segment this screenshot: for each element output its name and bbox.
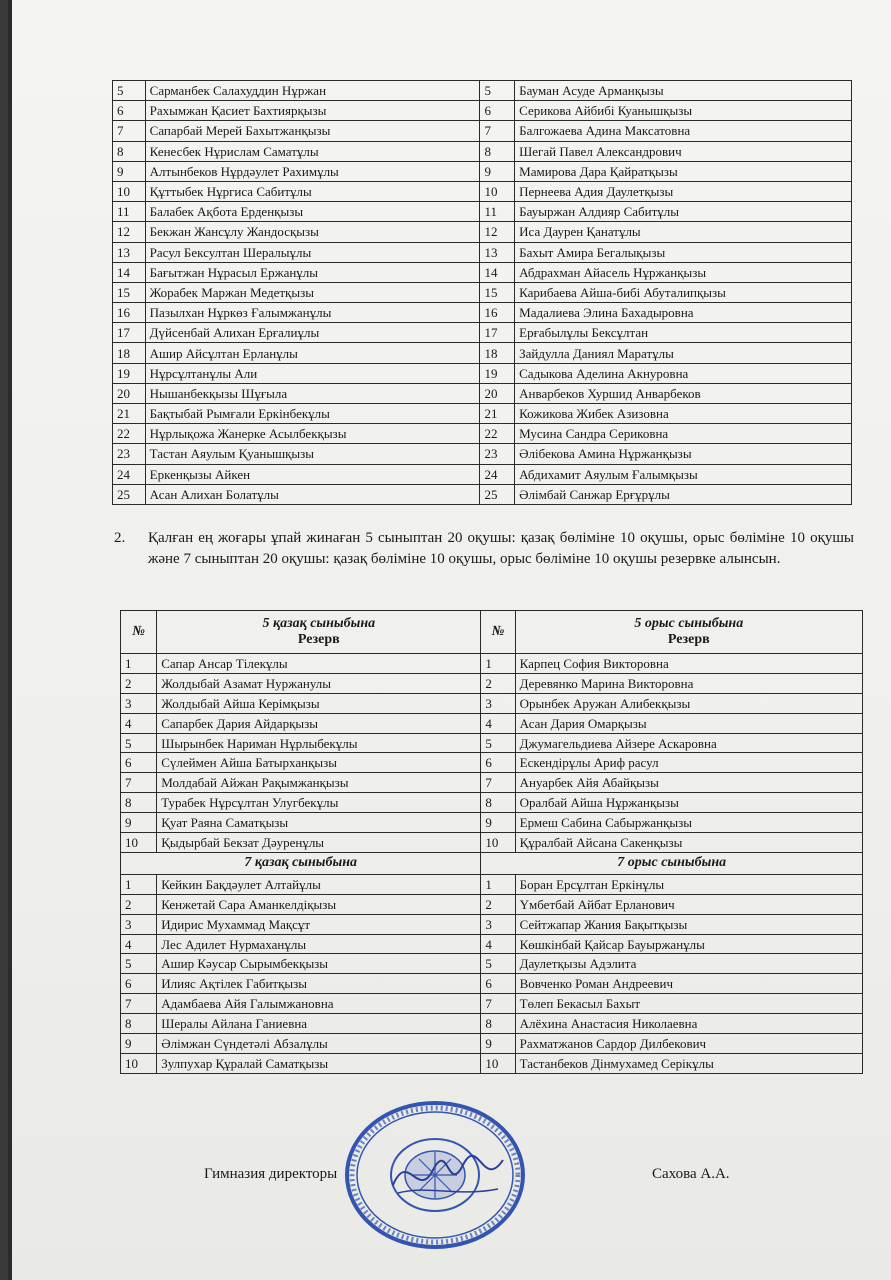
- student-name-left: Әлімжан Сүндетәлі Абзалұлы: [157, 1034, 481, 1054]
- table-row: [121, 974, 863, 994]
- row-number-right: 18: [480, 343, 515, 363]
- row-number-right: 5: [481, 733, 515, 753]
- header-number-left: №: [121, 611, 157, 654]
- row-number-right: 2: [481, 894, 515, 914]
- student-name-left: Дүйсенбай Алихан Ерғалиұлы: [145, 323, 480, 343]
- student-name-right: Зайдулла Даниял Маратұлы: [515, 343, 852, 363]
- student-name-left: Идирис Мухаммад Мақсұт: [157, 914, 481, 934]
- student-name-right: Ермеш Сабина Сабыржанқызы: [515, 813, 862, 833]
- row-number-left: 13: [113, 242, 146, 262]
- header-kazakh-5-title: 5 қазақ сыныбына: [262, 616, 376, 631]
- table-row: [121, 1014, 863, 1034]
- student-name-left: Бекжан Жансұлу Жандосқызы: [145, 222, 480, 242]
- row-number-right: 7: [481, 773, 515, 793]
- student-name-left: Еркенқызы Айкен: [145, 464, 480, 484]
- row-number-right: 4: [481, 934, 515, 954]
- student-name-left: Кейкин Бақдәулет Алтайұлы: [157, 874, 481, 894]
- row-number-left: 1: [121, 654, 157, 674]
- row-number-left: 8: [113, 141, 146, 161]
- row-number-right: 23: [480, 444, 515, 464]
- row-number-right: 21: [480, 404, 515, 424]
- row-number-left: 3: [121, 914, 157, 934]
- table-row: [121, 934, 863, 954]
- student-name-left: Сапарбай Мерей Бахытжанқызы: [145, 121, 480, 141]
- table-row: [121, 954, 863, 974]
- row-number-right: 22: [480, 424, 515, 444]
- student-name-right: Шегай Павел Александрович: [515, 141, 852, 161]
- student-name-right: Төлеп Бекасыл Бахыт: [515, 994, 862, 1014]
- table-row: [113, 141, 852, 161]
- student-name-right: Карибаева Айша-бибі Абуталипқызы: [515, 282, 852, 302]
- row-number-left: 22: [113, 424, 146, 444]
- header-kazakh-7: 7 қазақ сыныбына: [121, 852, 481, 874]
- row-number-left: 23: [113, 444, 146, 464]
- row-number-left: 4: [121, 934, 157, 954]
- student-name-right: Балгожаева Адина Максатовна: [515, 121, 852, 141]
- row-number-right: 3: [481, 914, 515, 934]
- student-name-left: Нұрсұлтанұлы Али: [145, 363, 480, 383]
- director-signature: [388, 1145, 508, 1205]
- table-row: [113, 484, 852, 504]
- row-number-left: 6: [121, 974, 157, 994]
- row-number-right: 8: [480, 141, 515, 161]
- row-number-left: 12: [113, 222, 146, 242]
- student-name-right: Бауман Асуде Арманқызы: [515, 81, 852, 101]
- student-name-right: Құралбай Айсана Сакенқызы: [515, 833, 862, 853]
- reserve-header-row: [121, 611, 863, 654]
- reserve-body: [121, 611, 863, 654]
- document-page: [8, 0, 891, 1280]
- student-name-left: Лес Адилет Нурмаханұлы: [157, 934, 481, 954]
- row-number-right: 15: [480, 282, 515, 302]
- student-name-right: Джумагельдиева Айзере Аскаровна: [515, 733, 862, 753]
- row-number-left: 6: [113, 101, 146, 121]
- student-name-right: Орынбек Аружан Алибекқызы: [515, 693, 862, 713]
- row-number-left: 16: [113, 303, 146, 323]
- student-name-left: Илияс Ақтілек Габитқызы: [157, 974, 481, 994]
- row-number-right: 10: [480, 181, 515, 201]
- reserve-subheader: [121, 852, 863, 874]
- header-russian-7: 7 орыс сыныбына: [481, 852, 863, 874]
- student-name-left: Зулпухар Құралай Саматқызы: [157, 1053, 481, 1073]
- student-name-right: Деревянко Марина Викторовна: [515, 673, 862, 693]
- student-name-left: Турабек Нұрсұлтан Улугбекұлы: [157, 793, 481, 813]
- row-number-right: 3: [481, 693, 515, 713]
- row-number-left: 7: [121, 773, 157, 793]
- student-name-right: Вовченко Роман Андреевич: [515, 974, 862, 994]
- row-number-left: 7: [121, 994, 157, 1014]
- header-number-right: №: [481, 611, 515, 654]
- row-number-left: 9: [113, 161, 146, 181]
- row-number-right: 6: [481, 974, 515, 994]
- row-number-right: 7: [481, 994, 515, 1014]
- table-row: [113, 121, 852, 141]
- table-row: [113, 242, 852, 262]
- table-row: [121, 914, 863, 934]
- table-row: [121, 673, 863, 693]
- header-russian-5: [515, 611, 862, 654]
- student-name-left: Адамбаева Айя Галымжановна: [157, 994, 481, 1014]
- row-number-left: 3: [121, 693, 157, 713]
- row-number-right: 7: [480, 121, 515, 141]
- table-row: [113, 222, 852, 242]
- table-row: [113, 424, 852, 444]
- student-name-right: Оралбай Айша Нұржанқызы: [515, 793, 862, 813]
- row-number-left: 6: [121, 753, 157, 773]
- student-name-right: Карпец София Викторовна: [515, 654, 862, 674]
- student-name-right: Рахматжанов Сардор Дилбекович: [515, 1034, 862, 1054]
- student-name-left: Қуат Раяна Саматқызы: [157, 813, 481, 833]
- row-number-right: 5: [481, 954, 515, 974]
- row-number-right: 1: [481, 874, 515, 894]
- row-number-right: 12: [480, 222, 515, 242]
- row-number-left: 5: [121, 733, 157, 753]
- row-number-left: 10: [121, 833, 157, 853]
- row-number-right: 11: [480, 202, 515, 222]
- reserve-grade5-rows: [121, 654, 863, 853]
- student-name-right: Бауыржан Алдияр Сабитұлы: [515, 202, 852, 222]
- student-name-left: Кенжетай Сара Аманкелдіқызы: [157, 894, 481, 914]
- table-row: [121, 833, 863, 853]
- student-name-left: Сапарбек Дария Айдарқызы: [157, 713, 481, 733]
- table-row: [113, 81, 852, 101]
- row-number-left: 14: [113, 262, 146, 282]
- student-name-right: Боран Ерсұлтан Еркінұлы: [515, 874, 862, 894]
- student-name-left: Шырынбек Нариман Нұрлыбекұлы: [157, 733, 481, 753]
- student-name-left: Сапар Ансар Тілекұлы: [157, 654, 481, 674]
- table-row: [121, 994, 863, 1014]
- student-name-right: Сейтжапар Жания Бақытқызы: [515, 914, 862, 934]
- row-number-right: 14: [480, 262, 515, 282]
- student-name-left: Алтынбеков Нұрдәулет Рахимұлы: [145, 161, 480, 181]
- student-name-right: Анварбеков Хуршид Анварбеков: [515, 383, 852, 403]
- student-name-left: Молдабай Айжан Рақымжанқызы: [157, 773, 481, 793]
- row-number-left: 15: [113, 282, 146, 302]
- table-row: [121, 813, 863, 833]
- row-number-right: 24: [480, 464, 515, 484]
- row-number-right: 17: [480, 323, 515, 343]
- row-number-left: 5: [113, 81, 146, 101]
- table-row: [113, 262, 852, 282]
- student-name-right: Ануарбек Айя Абайқызы: [515, 773, 862, 793]
- row-number-left: 9: [121, 813, 157, 833]
- table-row: [121, 773, 863, 793]
- student-name-left: Кенесбек Нұрислам Саматұлы: [145, 141, 480, 161]
- student-name-right: Садыкова Аделина Акнуровна: [515, 363, 852, 383]
- row-number-left: 10: [113, 181, 146, 201]
- row-number-left: 4: [121, 713, 157, 733]
- student-name-left: Нұрлықожа Жанерке Асылбекқызы: [145, 424, 480, 444]
- row-number-right: 1: [481, 654, 515, 674]
- paragraph-number: 2.: [114, 530, 126, 546]
- student-name-left: Жолдыбай Айша Керімқызы: [157, 693, 481, 713]
- table-row: [113, 444, 852, 464]
- row-number-left: 10: [121, 1053, 157, 1073]
- student-name-right: Абдрахман Айасель Нұржанқызы: [515, 262, 852, 282]
- row-number-left: 8: [121, 793, 157, 813]
- table-row: [113, 181, 852, 201]
- table-row: [121, 1053, 863, 1073]
- row-number-right: 16: [480, 303, 515, 323]
- row-number-right: 20: [480, 383, 515, 403]
- student-name-left: Рахымжан Қасиет Бахтиярқызы: [145, 101, 480, 121]
- row-number-right: 4: [481, 713, 515, 733]
- table-row: [113, 464, 852, 484]
- student-name-left: Тастан Аяулым Қуанышқызы: [145, 444, 480, 464]
- table-row: [121, 1034, 863, 1054]
- table-row: [121, 733, 863, 753]
- row-number-right: 8: [481, 1014, 515, 1034]
- student-name-right: Асан Дария Омарқызы: [515, 713, 862, 733]
- student-name-right: Абдихамит Аяулым Ғалымқызы: [515, 464, 852, 484]
- row-number-left: 17: [113, 323, 146, 343]
- row-number-left: 18: [113, 343, 146, 363]
- header-russian-5-title: 5 орыс сыныбына: [634, 616, 744, 631]
- student-name-right: Иса Даурен Қанатұлы: [515, 222, 852, 242]
- student-name-right: Кожикова Жибек Азизовна: [515, 404, 852, 424]
- row-number-left: 11: [113, 202, 146, 222]
- table-row: [113, 363, 852, 383]
- student-name-right: Ескендірұлы Ариф расул: [515, 753, 862, 773]
- student-name-left: Сүлеймен Айша Батырханқызы: [157, 753, 481, 773]
- student-name-right: Тастанбеков Дінмухамед Серікұлы: [515, 1053, 862, 1073]
- table-row: [121, 693, 863, 713]
- grade7-header-row: [121, 852, 863, 874]
- student-name-right: Мадалиева Элина Бахадыровна: [515, 303, 852, 323]
- row-number-right: 2: [481, 673, 515, 693]
- paragraph-text: Қалған ең жоғары ұпай жинаған 5 сыныптан 20 оқушы: қазақ бөліміне 10 оқушы, орыс бөліміне 10 оқушы және 7 сыныптан 20 оқушы: қазақ бөліміне 10 оқушы, орыс бөліміне 10 оқушы резервке алынсын.: [148, 530, 854, 567]
- student-name-left: Асан Алихан Болатұлы: [145, 484, 480, 504]
- row-number-right: 25: [480, 484, 515, 504]
- row-number-right: 6: [481, 753, 515, 773]
- table-row: [113, 343, 852, 363]
- table-row: [121, 874, 863, 894]
- decision-paragraph: [114, 528, 854, 570]
- table-row: [113, 202, 852, 222]
- student-name-right: Мамирова Дара Қайратқызы: [515, 161, 852, 181]
- row-number-left: 21: [113, 404, 146, 424]
- row-number-left: 24: [113, 464, 146, 484]
- row-number-left: 25: [113, 484, 146, 504]
- row-number-left: 5: [121, 954, 157, 974]
- row-number-right: 10: [481, 833, 515, 853]
- reserve-grade7-rows: [121, 874, 863, 1073]
- table-row: [121, 793, 863, 813]
- row-number-left: 2: [121, 894, 157, 914]
- student-name-left: Расул Бексултан Шералыұлы: [145, 242, 480, 262]
- table-row: [113, 282, 852, 302]
- row-number-right: 5: [480, 81, 515, 101]
- row-number-right: 10: [481, 1053, 515, 1073]
- header-russian-5-reserve: Резерв: [667, 632, 710, 647]
- student-name-left: Қыдырбай Бекзат Дәуренұлы: [157, 833, 481, 853]
- row-number-left: 9: [121, 1034, 157, 1054]
- student-name-right: Көшкінбай Қайсар Бауыржанұлы: [515, 934, 862, 954]
- row-number-left: 1: [121, 874, 157, 894]
- table-row: [121, 713, 863, 733]
- reserve-table: [120, 610, 863, 1074]
- student-name-right: Мусина Сандра Сериковна: [515, 424, 852, 444]
- student-name-right: Үмбетбай Айбат Ерланович: [515, 894, 862, 914]
- student-list-table: [112, 80, 852, 505]
- student-name-right: Алёхина Анастасия Николаевна: [515, 1014, 862, 1034]
- student-name-left: Жорабек Маржан Медетқызы: [145, 282, 480, 302]
- header-kazakh-5: [157, 611, 481, 654]
- header-kazakh-5-reserve: Резерв: [297, 632, 340, 647]
- row-number-right: 6: [480, 101, 515, 121]
- table-row: [113, 404, 852, 424]
- student-list-body: [113, 81, 852, 505]
- student-name-left: Құттыбек Нұргиса Сабитұлы: [145, 181, 480, 201]
- row-number-right: 9: [481, 813, 515, 833]
- student-name-left: Жолдыбай Азамат Нуржанулы: [157, 673, 481, 693]
- row-number-right: 8: [481, 793, 515, 813]
- table-row: [121, 753, 863, 773]
- student-name-right: Серикова Айбибі Куанышқызы: [515, 101, 852, 121]
- signature-title: Гимназия директоры: [204, 1166, 338, 1182]
- student-name-right: Пернеева Адия Даулетқызы: [515, 181, 852, 201]
- student-name-left: Сарманбек Салахуддин Нұржан: [145, 81, 480, 101]
- table-row: [113, 303, 852, 323]
- student-name-left: Ашир Айсұлтан Ерланұлы: [145, 343, 480, 363]
- student-name-right: Бахыт Амира Бегалықызы: [515, 242, 852, 262]
- student-name-left: Ашир Кәусар Сырымбекқызы: [157, 954, 481, 974]
- signature-name: Сахова А.А.: [652, 1166, 730, 1182]
- row-number-left: 19: [113, 363, 146, 383]
- student-name-right: Әлімбай Санжар Ерғұрұлы: [515, 484, 852, 504]
- row-number-right: 9: [480, 161, 515, 181]
- student-name-left: Пазылхан Нұркөз Ғалымжанұлы: [145, 303, 480, 323]
- row-number-left: 2: [121, 673, 157, 693]
- student-name-left: Бақтыбай Рымғали Еркінбекұлы: [145, 404, 480, 424]
- student-name-right: Ерғабылұлы Бексұлтан: [515, 323, 852, 343]
- student-name-left: Балабек Ақбота Ерденқызы: [145, 202, 480, 222]
- student-name-left: Шералы Айлана Ганиевна: [157, 1014, 481, 1034]
- table-row: [113, 161, 852, 181]
- table-row: [113, 323, 852, 343]
- row-number-right: 19: [480, 363, 515, 383]
- row-number-left: 8: [121, 1014, 157, 1034]
- table-row: [113, 101, 852, 121]
- table-row: [121, 894, 863, 914]
- student-name-right: Даулетқызы Адэлита: [515, 954, 862, 974]
- table-row: [113, 383, 852, 403]
- table-row: [121, 654, 863, 674]
- row-number-right: 9: [481, 1034, 515, 1054]
- student-name-left: Нышанбекқызы Шұғыла: [145, 383, 480, 403]
- student-name-left: Бағытжан Нұрасыл Ержанұлы: [145, 262, 480, 282]
- student-name-right: Әлібекова Амина Нұржанқызы: [515, 444, 852, 464]
- row-number-left: 20: [113, 383, 146, 403]
- row-number-left: 7: [113, 121, 146, 141]
- row-number-right: 13: [480, 242, 515, 262]
